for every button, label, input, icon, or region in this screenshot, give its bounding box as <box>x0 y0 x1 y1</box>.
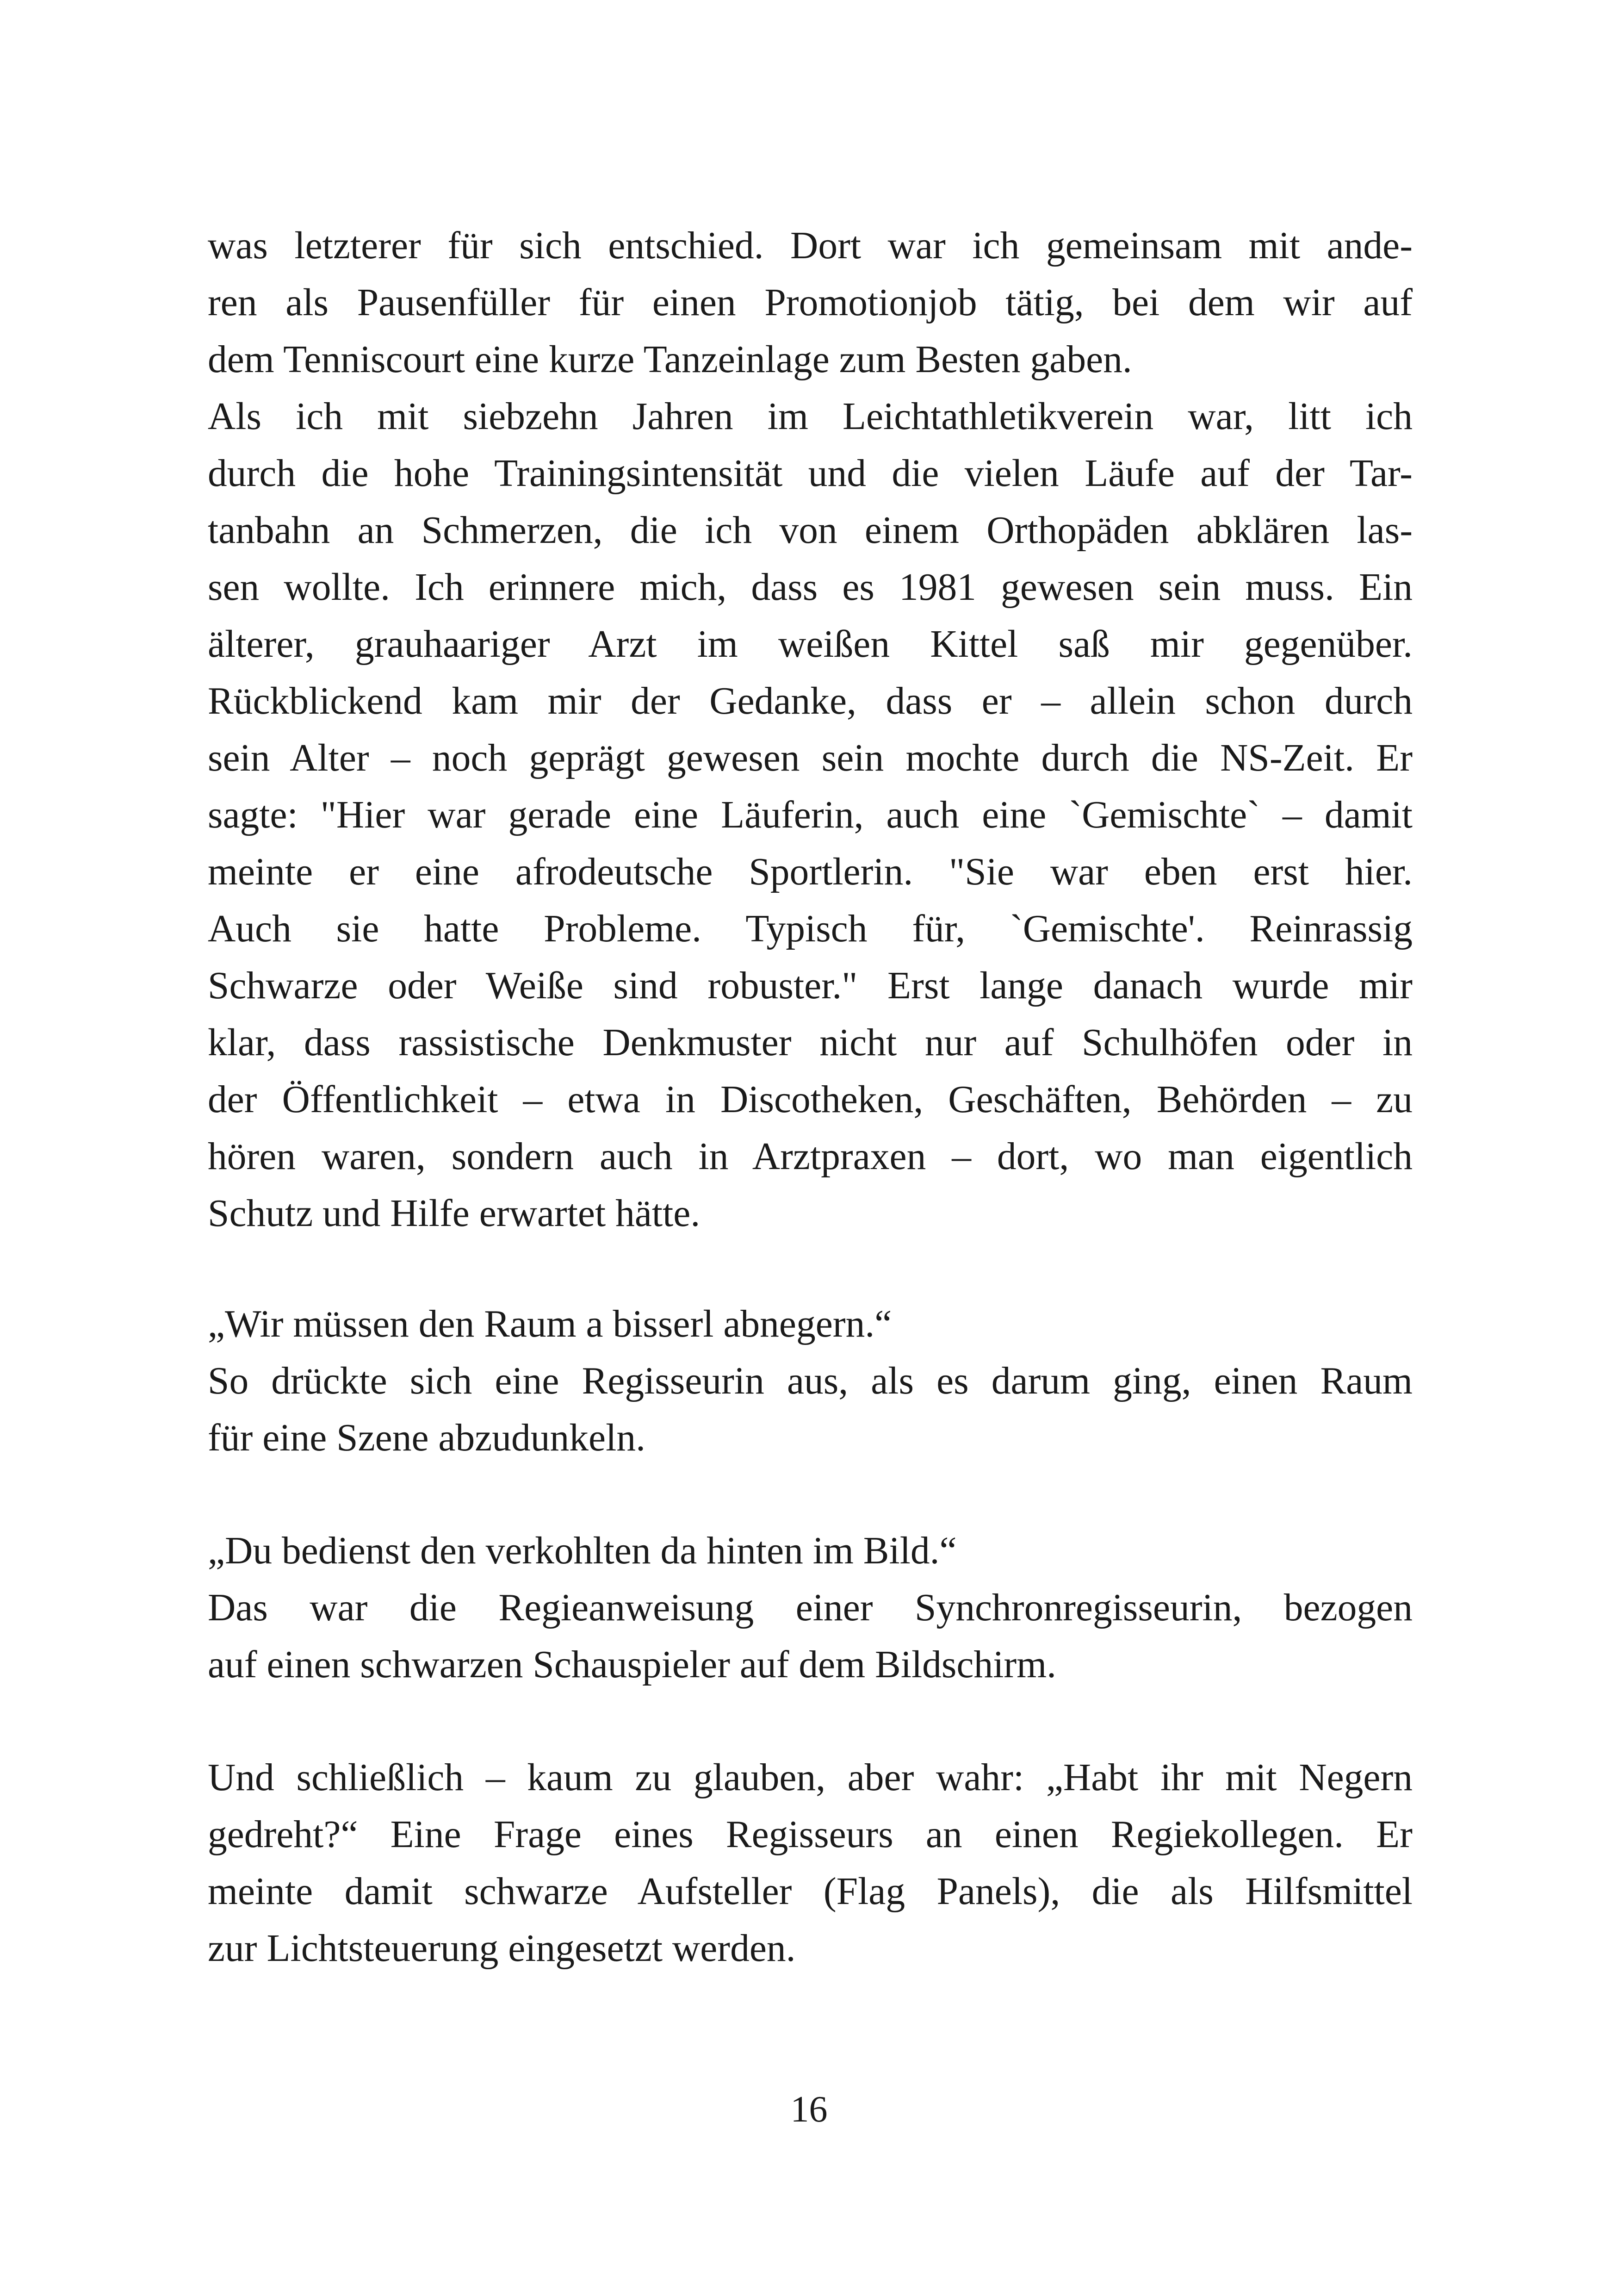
text-line: was letzterer für sich entschied. Dort war ich gemeinsam mit ande- <box>208 224 1413 267</box>
text-line: Rückblickend kam mir der Gedanke, dass er – allein schon durch <box>208 680 1413 722</box>
text-line: tanbahn an Schmerzen, die ich von einem Orthopäden abklären las- <box>208 509 1413 552</box>
text-line: Schutz und Hilfe erwartet hätte. <box>208 1192 701 1235</box>
page-number: 16 <box>790 2089 828 2130</box>
text-line: für eine Szene abzudunkeln. <box>208 1417 645 1459</box>
text-line: der Öffentlichkeit – etwa in Discotheken, Geschäften, Behörden – zu <box>208 1078 1413 1121</box>
text-line: zur Lichtsteuerung eingesetzt werden. <box>208 1927 796 1970</box>
quote-block-room <box>208 1296 1413 1467</box>
text-line: meinte damit schwarze Aufsteller (Flag Panels), die als Hilfsmittel <box>208 1870 1413 1913</box>
quote-line: „Du bedienst den verkohlten da hinten im Bild.“ <box>208 1530 957 1572</box>
body-text <box>208 218 1413 1242</box>
quote-block-flag-panels <box>208 1749 1413 1977</box>
text-line: Auch sie hatte Probleme. Typisch für, `Gemischte'. Reinrassig <box>208 908 1413 950</box>
text-line: hören waren, sondern auch in Arztpraxen – dort, wo man eigentlich <box>208 1135 1413 1178</box>
text-line: älterer, grauhaariger Arzt im weißen Kittel saß mir gegenüber. <box>208 623 1413 666</box>
text-line: auf einen schwarzen Schauspieler auf dem Bildschirm. <box>208 1643 1057 1686</box>
text-line: dem Tenniscourt eine kurze Tanzeinlage zum Besten gaben. <box>208 338 1132 381</box>
text-line: ren als Pausenfüller für einen Promotionjob tätig, bei dem wir auf <box>208 281 1413 324</box>
text-line: sen wollte. Ich erinnere mich, dass es 1981 gewesen sein muss. Ein <box>208 566 1413 609</box>
text-line: Das war die Regieanweisung einer Synchronregisseurin, bezogen <box>208 1587 1413 1629</box>
text-line: meinte er eine afrodeutsche Sportlerin. "Sie war eben erst hier. <box>208 851 1413 893</box>
quote-line: „Wir müssen den Raum a bisserl abnegern.“ <box>208 1303 892 1345</box>
text-line: sagte: "Hier war gerade eine Läuferin, auch eine `Gemischte` – damit <box>208 794 1413 836</box>
text-line: sein Alter – noch geprägt gewesen sein mochte durch die NS-Zeit. Er <box>208 737 1413 779</box>
text-line: durch die hohe Trainingsintensität und die vielen Läufe auf der Tar- <box>208 452 1413 495</box>
paragraph-orthopedist <box>208 388 1413 1242</box>
text-line: So drückte sich eine Regisseurin aus, als es darum ging, einen Raum <box>208 1360 1413 1402</box>
text-line: Und schließlich – kaum zu glauben, aber wahr: „Habt ihr mit Negern <box>208 1756 1413 1799</box>
text-line: Als ich mit siebzehn Jahren im Leichtathletikverein war, litt ich <box>208 395 1413 438</box>
text-line: klar, dass rassistische Denkmuster nicht nur auf Schulhöfen oder in <box>208 1021 1413 1064</box>
paragraph-intro <box>208 218 1413 388</box>
text-line: gedreht?“ Eine Frage eines Regisseurs an einen Regiekollegen. Er <box>208 1813 1413 1856</box>
text-line: Schwarze oder Weiße sind robuster." Erst lange danach wurde mir <box>208 964 1413 1007</box>
quote-block-dubbing <box>208 1523 1413 1693</box>
